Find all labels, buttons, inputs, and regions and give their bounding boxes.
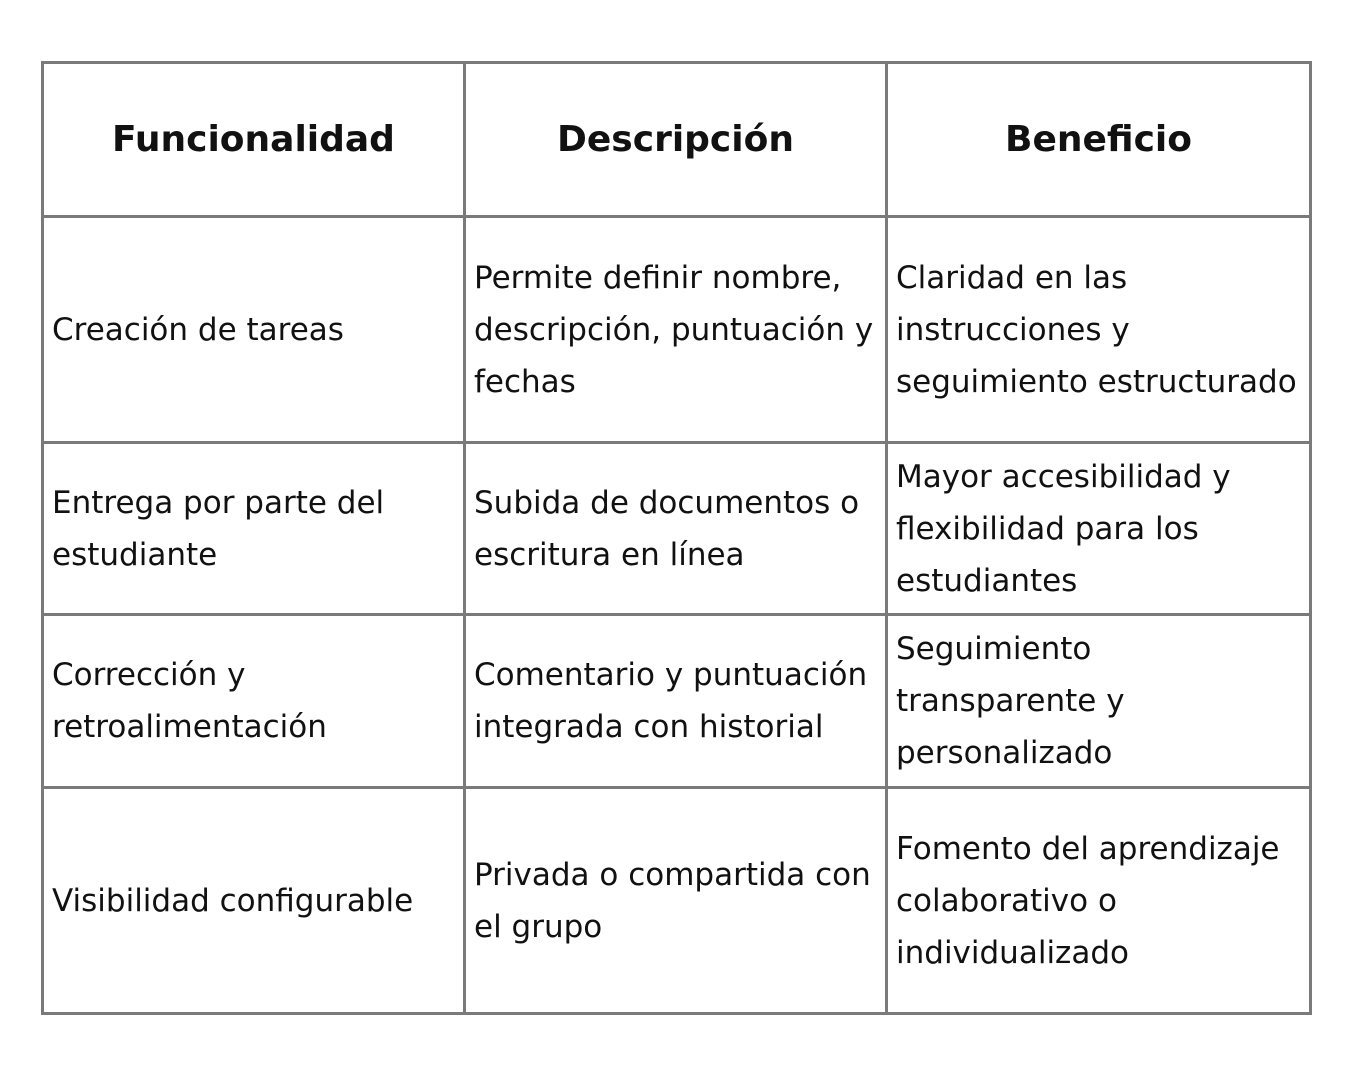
header-funcionalidad: Funcionalidad <box>43 63 465 217</box>
cell-descripcion: Permite definir nombre, descripción, puntuación y fechas <box>465 217 887 443</box>
cell-descripcion: Subida de documentos o escritura en línea <box>465 443 887 615</box>
header-row <box>43 63 1311 217</box>
header-descripcion: Descripción <box>465 63 887 217</box>
features-table <box>41 61 1312 1015</box>
table-row <box>43 615 1311 788</box>
cell-funcionalidad: Visibilidad configurable <box>43 788 465 1014</box>
cell-beneficio: Claridad en las instrucciones y seguimiento estructurado <box>887 217 1311 443</box>
table-header <box>43 63 1311 217</box>
table-row <box>43 788 1311 1014</box>
cell-beneficio: Seguimiento transparente y personalizado <box>887 615 1311 788</box>
cell-funcionalidad: Entrega por parte del estudiante <box>43 443 465 615</box>
cell-descripcion: Privada o compartida con el grupo <box>465 788 887 1014</box>
cell-beneficio: Fomento del aprendizaje colaborativo o individualizado <box>887 788 1311 1014</box>
cell-funcionalidad: Corrección y retroalimentación <box>43 615 465 788</box>
cell-funcionalidad: Creación de tareas <box>43 217 465 443</box>
table-row <box>43 217 1311 443</box>
table-body <box>43 217 1311 1014</box>
cell-beneficio: Mayor accesibilidad y flexibilidad para los estudiantes <box>887 443 1311 615</box>
table-row <box>43 443 1311 615</box>
cell-descripcion: Comentario y puntuación integrada con historial <box>465 615 887 788</box>
header-beneficio: Beneficio <box>887 63 1311 217</box>
